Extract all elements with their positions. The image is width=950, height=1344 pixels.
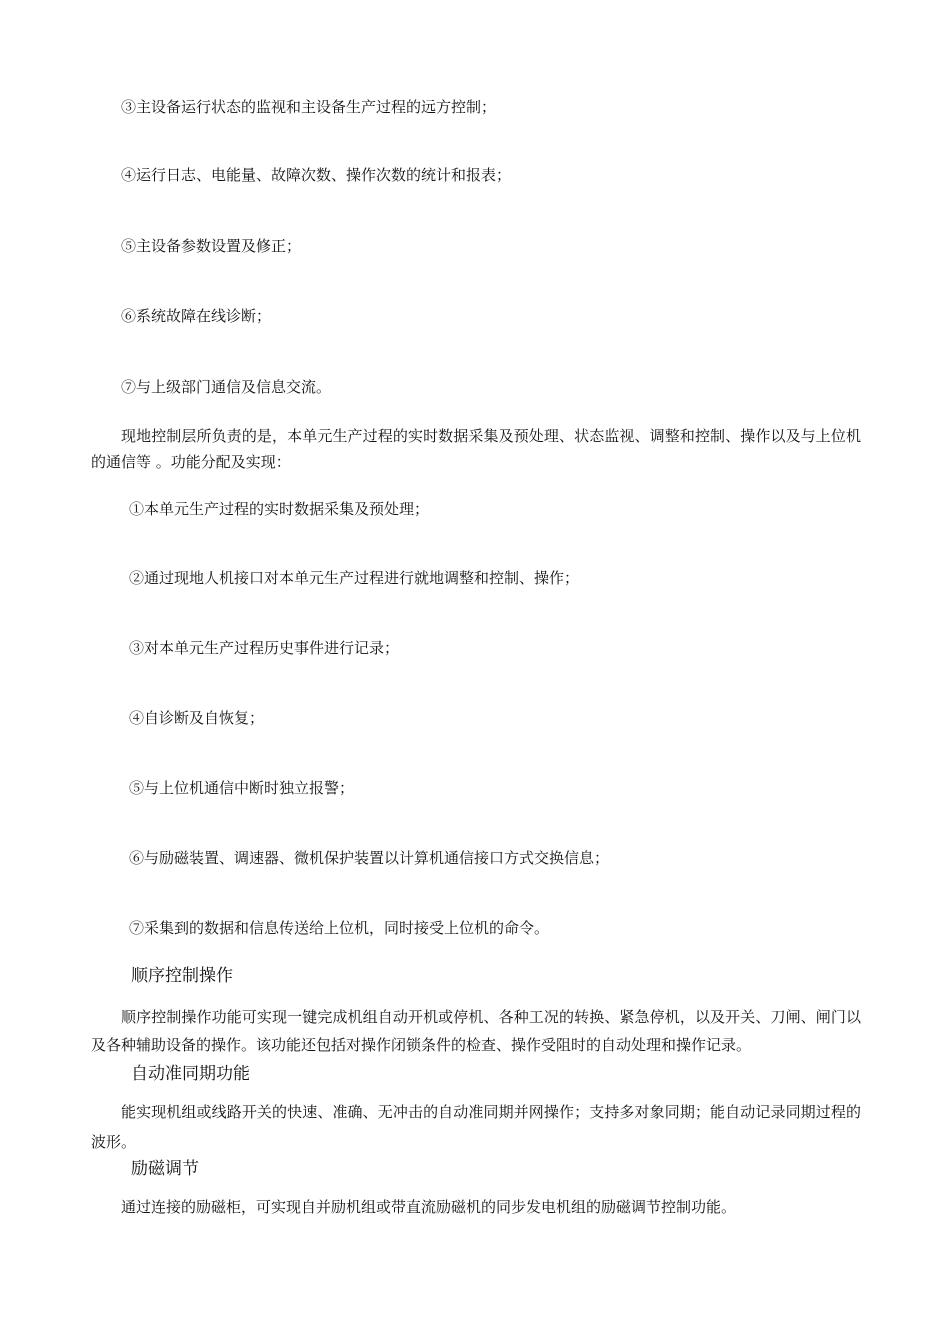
list-item: ⑦与上级部门通信及信息交流。 xyxy=(121,378,332,396)
list-item: ⑥系统故障在线诊断； xyxy=(121,307,272,325)
list-item: ③主设备运行状态的监视和主设备生产过程的远方控制； xyxy=(121,98,497,116)
list-item: ⑤主设备参数设置及修正； xyxy=(121,237,302,255)
section-heading-auto-sync: 自动准同期功能 xyxy=(131,1064,250,1084)
list-item: ④运行日志、电能量、故障次数、操作次数的统计和报表； xyxy=(121,166,512,184)
list-item: ②通过现地人机接口对本单元生产过程进行就地调整和控制、操作； xyxy=(129,569,580,587)
list-item: ③对本单元生产过程历史事件进行记录； xyxy=(129,639,400,657)
section-body-excitation: 通过连接的励磁柜，可实现自并励机组或带直流励磁机的同步发电机组的励磁调节控制功能。 xyxy=(121,1198,737,1216)
list-item: ⑤与上位机通信中断时独立报警； xyxy=(129,779,355,797)
field-layer-paragraph: 现地控制层所负责的是，本单元生产过程的实时数据采集及预处理、状态监视、调整和控制、操作以及与上位机的通信等 。功能分配及实现： xyxy=(91,427,861,471)
list-item: ①本单元生产过程的实时数据采集及预处理； xyxy=(129,500,430,518)
section-body-sequence-control: 顺序控制操作功能可实现一键完成机组自动开机或停机、各种工况的转换、紧急停机，以及开关、刀闸、闸门以及各种辅助设备的操作。该功能还包括对操作闭锁条件的检查、操作受阻时的自动处理和操作记录。 xyxy=(91,1008,861,1054)
list-item: ④自诊断及自恢复； xyxy=(129,709,265,727)
section-body-auto-sync: 能实现机组或线路开关的快速、准确、无冲击的自动准同期并网操作；支持多对象同期；能自动记录同期过程的波形。 xyxy=(91,1103,861,1151)
section-heading-sequence-control: 顺序控制操作 xyxy=(131,966,233,986)
list-item: ⑦采集到的数据和信息传送给上位机，同时接受上位机的命令。 xyxy=(129,919,550,937)
section-heading-excitation: 励磁调节 xyxy=(131,1159,199,1179)
list-item: ⑥与励磁装置、调速器、微机保护装置以计算机通信接口方式交换信息； xyxy=(129,849,610,867)
